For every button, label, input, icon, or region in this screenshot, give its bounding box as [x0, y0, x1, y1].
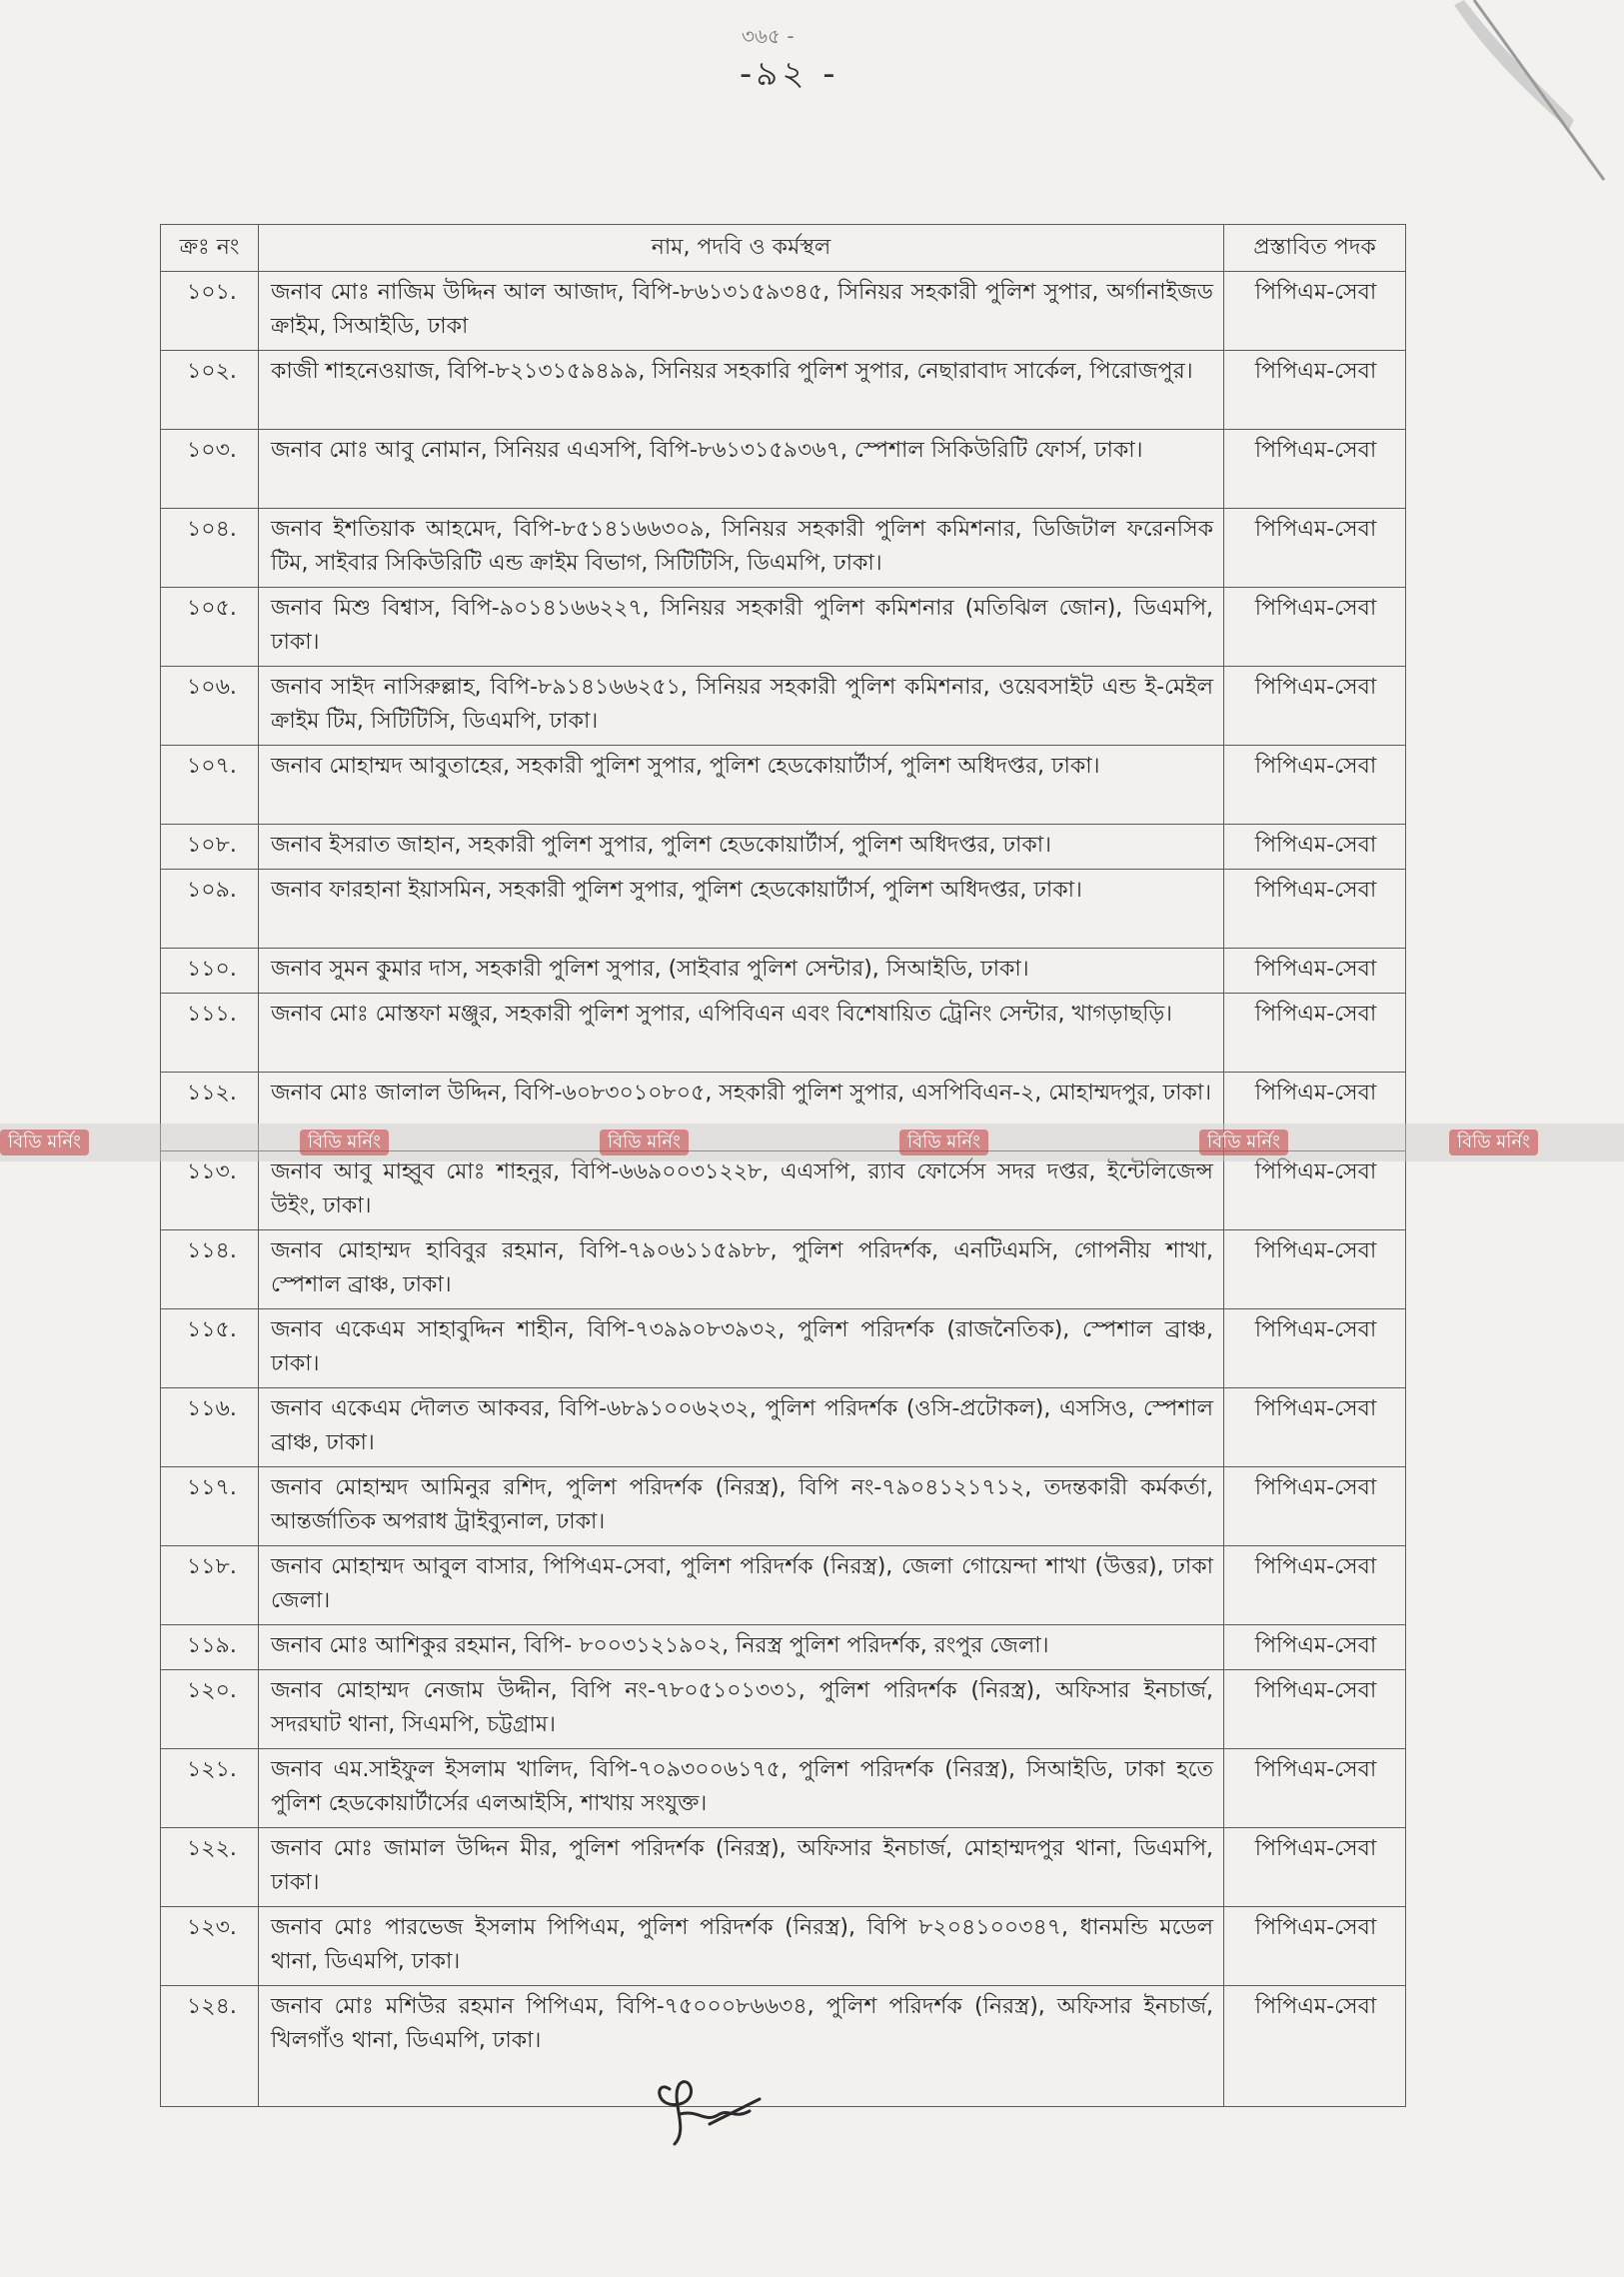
table-row	[161, 588, 1406, 667]
row-medal: পিপিএম-সেবা	[1224, 870, 1406, 949]
row-serial: ১১৪.	[161, 1230, 259, 1309]
watermark-logo: বিডি মর্নিং	[600, 1130, 689, 1155]
row-serial: ১০৬.	[161, 667, 259, 746]
row-serial: ১০৪.	[161, 509, 259, 588]
header-serial: ক্রঃ নং	[161, 225, 259, 272]
row-serial: ১২০.	[161, 1670, 259, 1749]
table-row	[161, 1907, 1406, 1986]
row-detail: জনাব আবু মাহ্বুব মোঃ শাহনুর, বিপি-৬৬৯০০৩১২২৮, এএসপি, র‌্যাব ফোর্সেস সদর দপ্তর, ইন্টেলিজেন্স উইং, ঢাকা।	[259, 1151, 1224, 1230]
row-medal: পিপিএম-সেবা	[1224, 1625, 1406, 1670]
row-medal: পিপিএম-সেবা	[1224, 994, 1406, 1073]
row-detail: জনাব এম.সাইফুল ইসলাম খালিদ, বিপি-৭০৯৩০০৬১৭৫, পুলিশ পরিদর্শক (নিরস্ত্র), সিআইডি, ঢাকা হতে পুলিশ হেডকোয়ার্টার্সের এলআইসি, শাখায় সংযুক্ত।	[259, 1749, 1224, 1828]
table-row	[161, 1309, 1406, 1388]
row-serial: ১২৪.	[161, 1986, 259, 2107]
row-medal: পিপিএম-সেবা	[1224, 1986, 1406, 2107]
row-serial: ১২১.	[161, 1749, 259, 1828]
row-detail: জনাব একেএম দৌলত আকবর, বিপি-৬৮৯১০০৬২৩২, পুলিশ পরিদর্শক (ওসি-প্রটোকল), এসসিও, স্পেশাল ব্রাঞ্চ, ঢাকা।	[259, 1388, 1224, 1467]
row-serial: ১২৩.	[161, 1907, 259, 1986]
table-row	[161, 272, 1406, 351]
table-row	[161, 351, 1406, 430]
row-detail: জনাব একেএম সাহাবুদ্দিন শাহীন, বিপি-৭৩৯৯০৮৩৯৩২, পুলিশ পরিদর্শক (রাজনৈতিক), স্পেশাল ব্রাঞ্চ, ঢাকা।	[259, 1309, 1224, 1388]
row-serial: ১০৩.	[161, 430, 259, 509]
row-detail: জনাব মোঃ আবু নোমান, সিনিয়র এএসপি, বিপি-৮৬১৩১৫৯৩৬৭, স্পেশাল সিকিউরিটি ফোর্স, ঢাকা।	[259, 430, 1224, 509]
row-detail: জনাব ফারহানা ইয়াসমিন, সহকারী পুলিশ সুপার, পুলিশ হেডকোয়ার্টার্স, পুলিশ অধিদপ্তর, ঢাকা।	[259, 870, 1224, 949]
table-row	[161, 1546, 1406, 1625]
row-serial: ১০৯.	[161, 870, 259, 949]
row-medal: পিপিএম-সেবা	[1224, 1073, 1406, 1151]
row-medal: পিপিএম-সেবা	[1224, 430, 1406, 509]
row-serial: ১১২.	[161, 1073, 259, 1151]
page-number-scribble: ৩৬৫ -	[742, 24, 795, 48]
row-detail: জনাব ইশতিয়াক আহমেদ, বিপি-৮৫১৪১৬৬৩০৯, সিনিয়র সহকারী পুলিশ কমিশনার, ডিজিটাল ফরেনসিক টিম, সাইবার সিকিউরিটি এন্ড ক্রাইম বিভাগ, সিটিটিসি, ডিএমপি, ঢাকা।	[259, 509, 1224, 588]
row-medal: পিপিএম-সেবা	[1224, 746, 1406, 825]
row-medal: পিপিএম-সেবা	[1224, 1230, 1406, 1309]
row-detail: জনাব মিশু বিশ্বাস, বিপি-৯০১৪১৬৬২২৭, সিনিয়র সহকারী পুলিশ কমিশনার (মতিঝিল জোন), ডিএমপি, ঢাকা।	[259, 588, 1224, 667]
row-detail: জনাব মোঃ নাজিম উদ্দিন আল আজাদ, বিপি-৮৬১৩১৫৯৩৪৫, সিনিয়র সহকারী পুলিশ সুপার, অর্গানাইজড ক্রাইম, সিআইডি, ঢাকা	[259, 272, 1224, 351]
row-serial: ১১০.	[161, 949, 259, 994]
row-serial: ১১১.	[161, 994, 259, 1073]
row-detail: জনাব মোঃ পারভেজ ইসলাম পিপিএম, পুলিশ পরিদর্শক (নিরস্ত্র), বিপি ৮২০৪১০০৩৪৭, ধানমন্ডি মডেল থানা, ডিএমপি, ঢাকা।	[259, 1907, 1224, 1986]
row-medal: পিপিএম-সেবা	[1224, 1151, 1406, 1230]
table-header-row	[161, 225, 1406, 272]
table-row	[161, 430, 1406, 509]
table-row	[161, 1625, 1406, 1670]
row-detail: জনাব ইসরাত জাহান, সহকারী পুলিশ সুপার, পুলিশ হেডকোয়ার্টার্স, পুলিশ অধিদপ্তর, ঢাকা।	[259, 825, 1224, 870]
watermark-logo: বিডি মর্নিং	[1449, 1130, 1538, 1155]
row-serial: ১২২.	[161, 1828, 259, 1907]
nominee-table	[160, 224, 1406, 2107]
row-serial: ১০১.	[161, 272, 259, 351]
row-medal: পিপিএম-সেবা	[1224, 1388, 1406, 1467]
row-serial: ১১৩.	[161, 1151, 259, 1230]
table-row	[161, 870, 1406, 949]
watermark-logo: বিডি মর্নিং	[899, 1130, 988, 1155]
row-detail: জনাব মোঃ মোস্তফা মঞ্জুর, সহকারী পুলিশ সুপার, এপিবিএন এবং বিশেষায়িত ট্রেনিং সেন্টার, খাগড়াছড়ি।	[259, 994, 1224, 1073]
row-medal: পিপিএম-সেবা	[1224, 949, 1406, 994]
row-detail: জনাব সুমন কুমার দাস, সহকারী পুলিশ সুপার, (সাইবার পুলিশ সেন্টার), সিআইডি, ঢাকা।	[259, 949, 1224, 994]
table-row	[161, 1986, 1406, 2107]
table-row	[161, 1828, 1406, 1907]
row-detail: জনাব মোহাম্মদ হাবিবুর রহমান, বিপি-৭৯০৬১১৫৯৮৮, পুলিশ পরিদর্শক, এনটিএমসি, গোপনীয় শাখা, স্পেশাল ব্রাঞ্চ, ঢাকা।	[259, 1230, 1224, 1309]
table-row	[161, 1073, 1406, 1151]
row-medal: পিপিএম-সেবা	[1224, 1467, 1406, 1546]
table-row	[161, 1151, 1406, 1230]
watermark-logo: বিডি মর্নিং	[1199, 1130, 1288, 1155]
row-medal: পিপিএম-সেবা	[1224, 1670, 1406, 1749]
watermark-logo: বিডি মর্নিং	[0, 1130, 89, 1155]
table-row	[161, 509, 1406, 588]
watermark-logo: বিডি মর্নিং	[300, 1130, 389, 1155]
row-serial: ১০৫.	[161, 588, 259, 667]
header-detail: নাম, পদবি ও কর্মস্থল	[259, 225, 1224, 272]
row-detail: জনাব মোঃ আশিকুর রহমান, বিপি- ৮০০৩১২১৯০২, নিরস্ত্র পুলিশ পরিদর্শক, রংপুর জেলা।	[259, 1625, 1224, 1670]
table-row	[161, 949, 1406, 994]
row-medal: পিপিএম-সেবা	[1224, 1828, 1406, 1907]
table-row	[161, 1388, 1406, 1467]
row-serial: ১১৫.	[161, 1309, 259, 1388]
row-serial: ১০২.	[161, 351, 259, 430]
row-detail: জনাব সাইদ নাসিরুল্লাহ, বিপি-৮৯১৪১৬৬২৫১, সিনিয়র সহকারী পুলিশ কমিশনার, ওয়েবসাইট এন্ড ই-মেইল ক্রাইম টিম, সিটিটিসি, ডিএমপি, ঢাকা।	[259, 667, 1224, 746]
row-medal: পিপিএম-সেবা	[1224, 825, 1406, 870]
row-medal: পিপিএম-সেবা	[1224, 1309, 1406, 1388]
row-serial: ১১৬.	[161, 1388, 259, 1467]
row-medal: পিপিএম-সেবা	[1224, 1749, 1406, 1828]
row-serial: ১১৯.	[161, 1625, 259, 1670]
row-detail: জনাব মোহাম্মদ আমিনুর রশিদ, পুলিশ পরিদর্শক (নিরস্ত্র), বিপি নং-৭৯০৪১২১৭১২, তদন্তকারী কর্মকর্তা, আন্তর্জাতিক অপরাধ ট্রাইব্যুনাল, ঢাকা।	[259, 1467, 1224, 1546]
row-medal: পিপিএম-সেবা	[1224, 588, 1406, 667]
row-medal: পিপিএম-সেবা	[1224, 351, 1406, 430]
table-row	[161, 667, 1406, 746]
row-serial: ১০৭.	[161, 746, 259, 825]
table-row	[161, 1230, 1406, 1309]
row-detail: জনাব মোঃ মশিউর রহমান পিপিএম, বিপি-৭৫০০০৮৬৬৩৪, পুলিশ পরিদর্শক (নিরস্ত্র), অফিসার ইনচার্জ, খিলগাঁও থানা, ডিএমপি, ঢাকা।	[259, 1986, 1224, 2107]
row-detail: কাজী শাহনেওয়াজ, বিপি-৮২১৩১৫৯৪৯৯, সিনিয়র সহকারি পুলিশ সুপার, নেছারাবাদ সার্কেল, পিরোজপুর।	[259, 351, 1224, 430]
table-row	[161, 825, 1406, 870]
row-detail: জনাব মোঃ জামাল উদ্দিন মীর, পুলিশ পরিদর্শক (নিরস্ত্র), অফিসার ইনচার্জ, মোহাম্মদপুর থানা, ডিএমপি, ঢাকা।	[259, 1828, 1224, 1907]
header-medal: প্রস্তাবিত পদক	[1224, 225, 1406, 272]
signature	[650, 2069, 780, 2149]
table-row	[161, 1467, 1406, 1546]
row-medal: পিপিএম-সেবা	[1224, 1546, 1406, 1625]
table-row	[161, 1670, 1406, 1749]
row-medal: পিপিএম-সেবা	[1224, 1907, 1406, 1986]
table-row	[161, 746, 1406, 825]
page-number: -৯২ -	[740, 54, 839, 94]
page-fold-mark	[1454, 0, 1624, 200]
row-detail: জনাব মোহাম্মদ আবুল বাসার, পিপিএম-সেবা, পুলিশ পরিদর্শক (নিরস্ত্র), জেলা গোয়েন্দা শাখা (উত্তর), ঢাকা জেলা।	[259, 1546, 1224, 1625]
row-detail: জনাব মোহাম্মদ আবুতাহের, সহকারী পুলিশ সুপার, পুলিশ হেডকোয়ার্টার্স, পুলিশ অধিদপ্তর, ঢাকা।	[259, 746, 1224, 825]
table-row	[161, 1749, 1406, 1828]
table-row	[161, 994, 1406, 1073]
row-medal: পিপিএম-সেবা	[1224, 272, 1406, 351]
row-medal: পিপিএম-সেবা	[1224, 509, 1406, 588]
row-serial: ১০৮.	[161, 825, 259, 870]
row-detail: জনাব মোঃ জালাল উদ্দিন, বিপি-৬০৮৩০১০৮০৫, সহকারী পুলিশ সুপার, এসপিবিএন-২, মোহাম্মদপুর, ঢাকা।	[259, 1073, 1224, 1151]
row-serial: ১১৭.	[161, 1467, 259, 1546]
row-medal: পিপিএম-সেবা	[1224, 667, 1406, 746]
row-serial: ১১৮.	[161, 1546, 259, 1625]
row-detail: জনাব মোহাম্মদ নেজাম উদ্দীন, বিপি নং-৭৮০৫১০১৩৩১, পুলিশ পরিদর্শক (নিরস্ত্র), অফিসার ইনচার্জ, সদরঘাট থানা, সিএমপি, চট্টগ্রাম।	[259, 1670, 1224, 1749]
